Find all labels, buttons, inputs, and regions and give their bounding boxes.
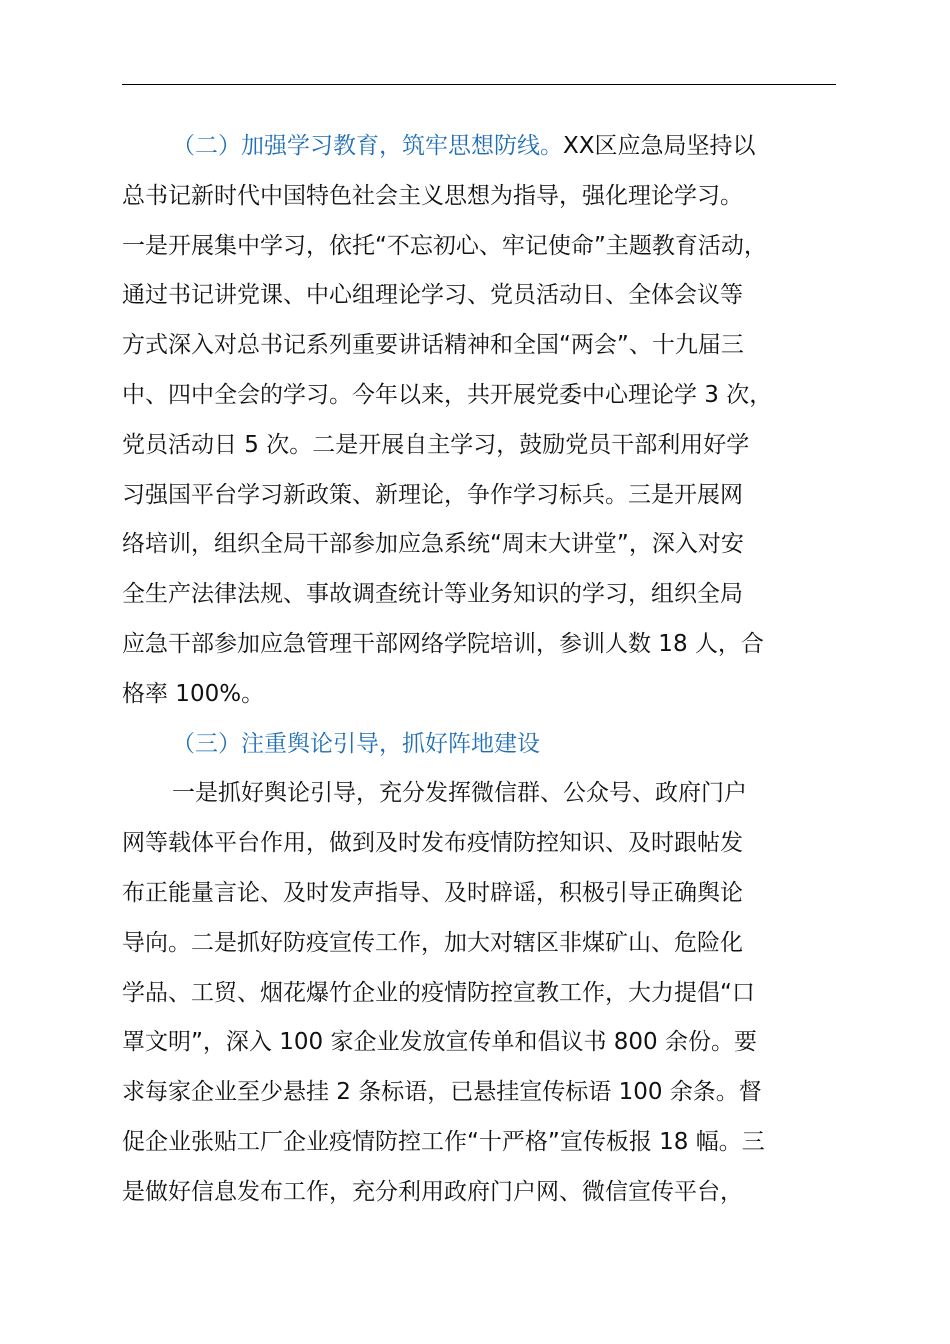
line-text: 通过书记讲党课、中心组理论学习、党员活动日、全体会议等 bbox=[122, 282, 743, 309]
line-text: 习强国平台学习新政策、新理论，争作学习标兵。三是开展网 bbox=[122, 481, 743, 508]
text-line bbox=[122, 969, 838, 1019]
line-text: 促企业张贴工厂企业疫情防控工作“十严格”宣传板报 18 幅。三 bbox=[122, 1128, 765, 1155]
section-heading: （二）加强学习教育，筑牢思想防线。 bbox=[172, 133, 563, 159]
text-line bbox=[122, 919, 838, 969]
line-text: 络培训，组织全局干部参加应急系统“周末大讲堂”，深入对安 bbox=[122, 531, 744, 558]
text-line bbox=[122, 222, 838, 272]
text-line bbox=[122, 670, 838, 720]
line-text: 格率 100%。 bbox=[122, 680, 265, 707]
text-line bbox=[122, 570, 838, 620]
line-text: 网等载体平台作用，做到及时发布疫情防控知识、及时跟帖发 bbox=[122, 830, 743, 857]
line-text: 全生产法律法规、事故调查统计等业务知识的学习，组织全局 bbox=[122, 581, 743, 608]
line-text: 导向。二是抓好防疫宣传工作，加大对辖区非煤矿山、危险化 bbox=[122, 929, 743, 956]
text-line bbox=[122, 1168, 838, 1218]
text-line bbox=[122, 819, 838, 869]
section-heading: （三）注重舆论引导，抓好阵地建设 bbox=[172, 730, 540, 757]
line-text: 布正能量言论、及时发声指导、及时辟谣，积极引导正确舆论 bbox=[122, 879, 743, 906]
text-line bbox=[122, 869, 838, 919]
text-line bbox=[122, 371, 838, 421]
line-text: 求每家企业至少悬挂 2 条标语，已悬挂宣传标语 100 余条。督 bbox=[122, 1079, 762, 1106]
line-text: 学品、工贸、烟花爆竹企业的疫情防控宣教工作，大力提倡“口 bbox=[122, 979, 755, 1006]
header-rule bbox=[122, 84, 836, 85]
text-line bbox=[122, 471, 838, 521]
text-line bbox=[122, 520, 838, 570]
text-line bbox=[122, 321, 838, 371]
line-text: 党员活动日 5 次。二是开展自主学习，鼓励党员干部利用好学 bbox=[122, 431, 750, 458]
line-text: 是做好信息发布工作，充分利用政府门户网、微信宣传平台， bbox=[122, 1178, 743, 1205]
document-body bbox=[122, 122, 838, 1218]
line-text: 一是开展集中学习，依托“不忘初心、牢记使命”主题教育活动， bbox=[122, 232, 767, 259]
text-line bbox=[122, 720, 838, 770]
text-line bbox=[122, 1068, 838, 1118]
text-line bbox=[122, 1018, 838, 1068]
text-line bbox=[122, 122, 838, 172]
line-text: 一是抓好舆论引导，充分发挥微信群、公众号、政府门户 bbox=[172, 780, 747, 807]
line-text: 罩文明”，深入 100 家企业发放宣传单和倡议书 800 余份。要 bbox=[122, 1029, 757, 1056]
text-line bbox=[122, 271, 838, 321]
text-line bbox=[122, 1118, 838, 1168]
line-text: 方式深入对总书记系列重要讲话精神和全国“两会”、十九届三 bbox=[122, 332, 744, 359]
line-text: XX区应急局坚持以 bbox=[563, 133, 756, 159]
line-text: 应急干部参加应急管理干部网络学院培训，参训人数 18 人，合 bbox=[122, 630, 764, 657]
text-line bbox=[122, 421, 838, 471]
text-line bbox=[122, 769, 838, 819]
line-text: 总书记新时代中国特色社会主义思想为指导，强化理论学习。 bbox=[122, 182, 743, 209]
line-text: 中、四中全会的学习。今年以来，共开展党委中心理论学 3 次， bbox=[122, 381, 773, 408]
text-line bbox=[122, 172, 838, 222]
text-line bbox=[122, 620, 838, 670]
